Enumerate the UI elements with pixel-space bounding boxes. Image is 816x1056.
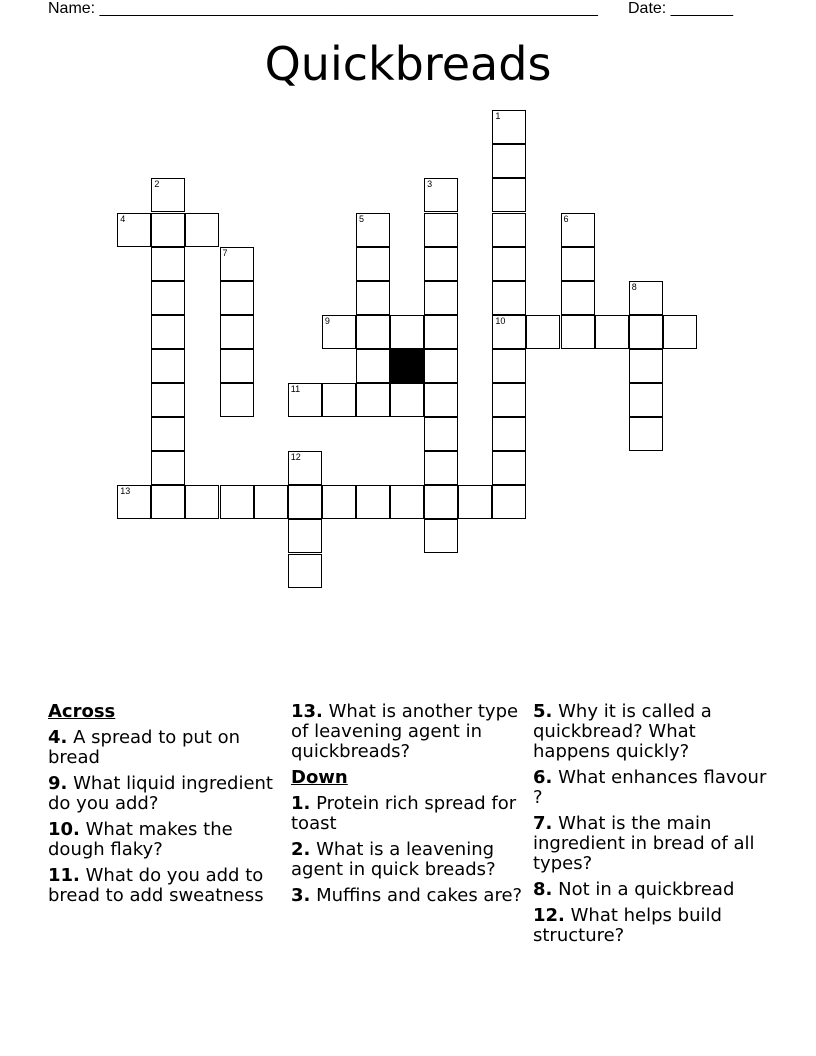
grid-cell[interactable] xyxy=(424,519,458,553)
grid-cell[interactable] xyxy=(254,485,288,519)
grid-cell[interactable] xyxy=(151,485,185,519)
grid-cell[interactable] xyxy=(322,315,356,349)
clue-across-9: 9. What liquid ingredient do you add? xyxy=(48,773,273,814)
grid-cell[interactable] xyxy=(151,451,185,485)
grid-cell[interactable] xyxy=(492,315,526,349)
grid-cell[interactable] xyxy=(151,315,185,349)
grid-cell[interactable] xyxy=(356,383,390,417)
clue-number: 4 xyxy=(120,213,126,224)
name-field-label[interactable]: Name: ________________________________________________________ xyxy=(48,0,598,17)
grid-cell[interactable] xyxy=(356,281,390,315)
grid-cell[interactable] xyxy=(492,281,526,315)
grid-cell[interactable] xyxy=(595,315,629,349)
clue-number: 10 xyxy=(495,315,506,326)
grid-cell[interactable] xyxy=(424,247,458,281)
grid-cell[interactable] xyxy=(492,178,526,212)
clue-down-6: 6. What enhances flavour ? xyxy=(533,767,767,808)
clue-number: 2 xyxy=(154,179,160,190)
clue-down-1: 1. Protein rich spread for toast xyxy=(291,793,517,834)
grid-cell[interactable] xyxy=(390,383,424,417)
clue-column-2 xyxy=(291,702,526,912)
grid-cell[interactable] xyxy=(356,213,390,247)
grid-cell[interactable] xyxy=(492,110,526,144)
grid-cell[interactable] xyxy=(151,349,185,383)
clue-across-11: 11. What do you add to bread to add sweatness xyxy=(48,865,264,906)
grid-cell[interactable] xyxy=(322,485,356,519)
grid-cell[interactable] xyxy=(424,383,458,417)
grid-cell[interactable] xyxy=(526,315,560,349)
clue-across-10: 10. What makes the dough flaky? xyxy=(48,819,233,860)
grid-cell[interactable] xyxy=(220,247,254,281)
grid-cell[interactable] xyxy=(288,519,322,553)
grid-cell[interactable] xyxy=(322,383,356,417)
date-field-label[interactable]: Date: _______ xyxy=(628,0,733,17)
grid-cell[interactable] xyxy=(629,417,663,451)
grid-cell[interactable] xyxy=(117,213,151,247)
grid-cell[interactable] xyxy=(424,178,458,212)
clue-number: 8 xyxy=(631,281,637,292)
grid-cell[interactable] xyxy=(424,451,458,485)
clue-down-12: 12. What helps build structure? xyxy=(533,905,722,946)
grid-cell[interactable] xyxy=(629,349,663,383)
grid-cell[interactable] xyxy=(220,485,254,519)
grid-cell[interactable] xyxy=(390,315,424,349)
down-heading: Down xyxy=(291,767,348,788)
grid-block-cell xyxy=(390,349,424,383)
grid-cell[interactable] xyxy=(356,349,390,383)
clue-number: 5 xyxy=(358,213,364,224)
grid-cell[interactable] xyxy=(492,213,526,247)
grid-cell[interactable] xyxy=(220,349,254,383)
grid-cell[interactable] xyxy=(424,417,458,451)
grid-cell[interactable] xyxy=(492,451,526,485)
grid-cell[interactable] xyxy=(288,485,322,519)
grid-cell[interactable] xyxy=(220,281,254,315)
clue-column-3 xyxy=(533,702,768,952)
grid-cell[interactable] xyxy=(492,349,526,383)
grid-cell[interactable] xyxy=(424,349,458,383)
clue-down-2: 2. What is a leavening agent in quick breads? xyxy=(291,839,496,880)
clue-column-1 xyxy=(48,702,283,912)
clue-down-5: 5. Why it is called a quickbread? What happens quickly? xyxy=(533,701,712,762)
clue-number: 3 xyxy=(427,179,433,190)
grid-cell[interactable] xyxy=(629,383,663,417)
clue-down-7: 7. What is the main ingredient in bread of all types? xyxy=(533,813,755,874)
grid-cell[interactable] xyxy=(356,315,390,349)
grid-cell[interactable] xyxy=(629,315,663,349)
grid-cell[interactable] xyxy=(151,178,185,212)
grid-cell[interactable] xyxy=(424,213,458,247)
grid-cell[interactable] xyxy=(151,247,185,281)
grid-cell[interactable] xyxy=(492,247,526,281)
grid-cell[interactable] xyxy=(288,554,322,588)
grid-cell[interactable] xyxy=(220,315,254,349)
clue-number: 12 xyxy=(290,452,301,463)
grid-cell[interactable] xyxy=(151,383,185,417)
clue-down-3: 3. Muffins and cakes are? xyxy=(291,885,523,906)
grid-cell[interactable] xyxy=(151,213,185,247)
grid-cell[interactable] xyxy=(561,213,595,247)
grid-cell[interactable] xyxy=(561,315,595,349)
clue-number: 13 xyxy=(120,486,131,497)
grid-cell[interactable] xyxy=(356,485,390,519)
grid-cell[interactable] xyxy=(151,281,185,315)
grid-cell[interactable] xyxy=(117,485,151,519)
grid-cell[interactable] xyxy=(390,485,424,519)
clue-across-13: 13. What is another type of leavening agent in quickbreads? xyxy=(291,701,519,762)
page-title: Quickbreads xyxy=(264,37,552,91)
grid-cell[interactable] xyxy=(492,417,526,451)
clue-number: 6 xyxy=(563,213,569,224)
grid-cell[interactable] xyxy=(288,451,322,485)
grid-cell[interactable] xyxy=(492,485,526,519)
clue-number: 9 xyxy=(324,315,330,326)
clue-number: 11 xyxy=(290,384,301,395)
grid-cell[interactable] xyxy=(458,485,492,519)
across-heading: Across xyxy=(48,701,116,722)
grid-cell[interactable] xyxy=(185,485,219,519)
grid-cell[interactable] xyxy=(356,247,390,281)
grid-cell[interactable] xyxy=(288,383,322,417)
grid-cell[interactable] xyxy=(424,281,458,315)
grid-cell[interactable] xyxy=(424,315,458,349)
grid-cell[interactable] xyxy=(561,281,595,315)
clue-number: 7 xyxy=(222,247,228,258)
clue-number: 1 xyxy=(495,111,501,122)
grid-cell[interactable] xyxy=(151,417,185,451)
grid-cell[interactable] xyxy=(220,383,254,417)
grid-cell[interactable] xyxy=(185,213,219,247)
grid-cell[interactable] xyxy=(492,383,526,417)
grid-cell[interactable] xyxy=(561,247,595,281)
grid-cell[interactable] xyxy=(663,315,697,349)
grid-cell[interactable] xyxy=(629,281,663,315)
clue-across-4: 4. A spread to put on bread xyxy=(48,727,241,768)
grid-cell[interactable] xyxy=(492,144,526,178)
grid-cell[interactable] xyxy=(424,485,458,519)
clue-down-8: 8. Not in a quickbread xyxy=(533,879,735,900)
